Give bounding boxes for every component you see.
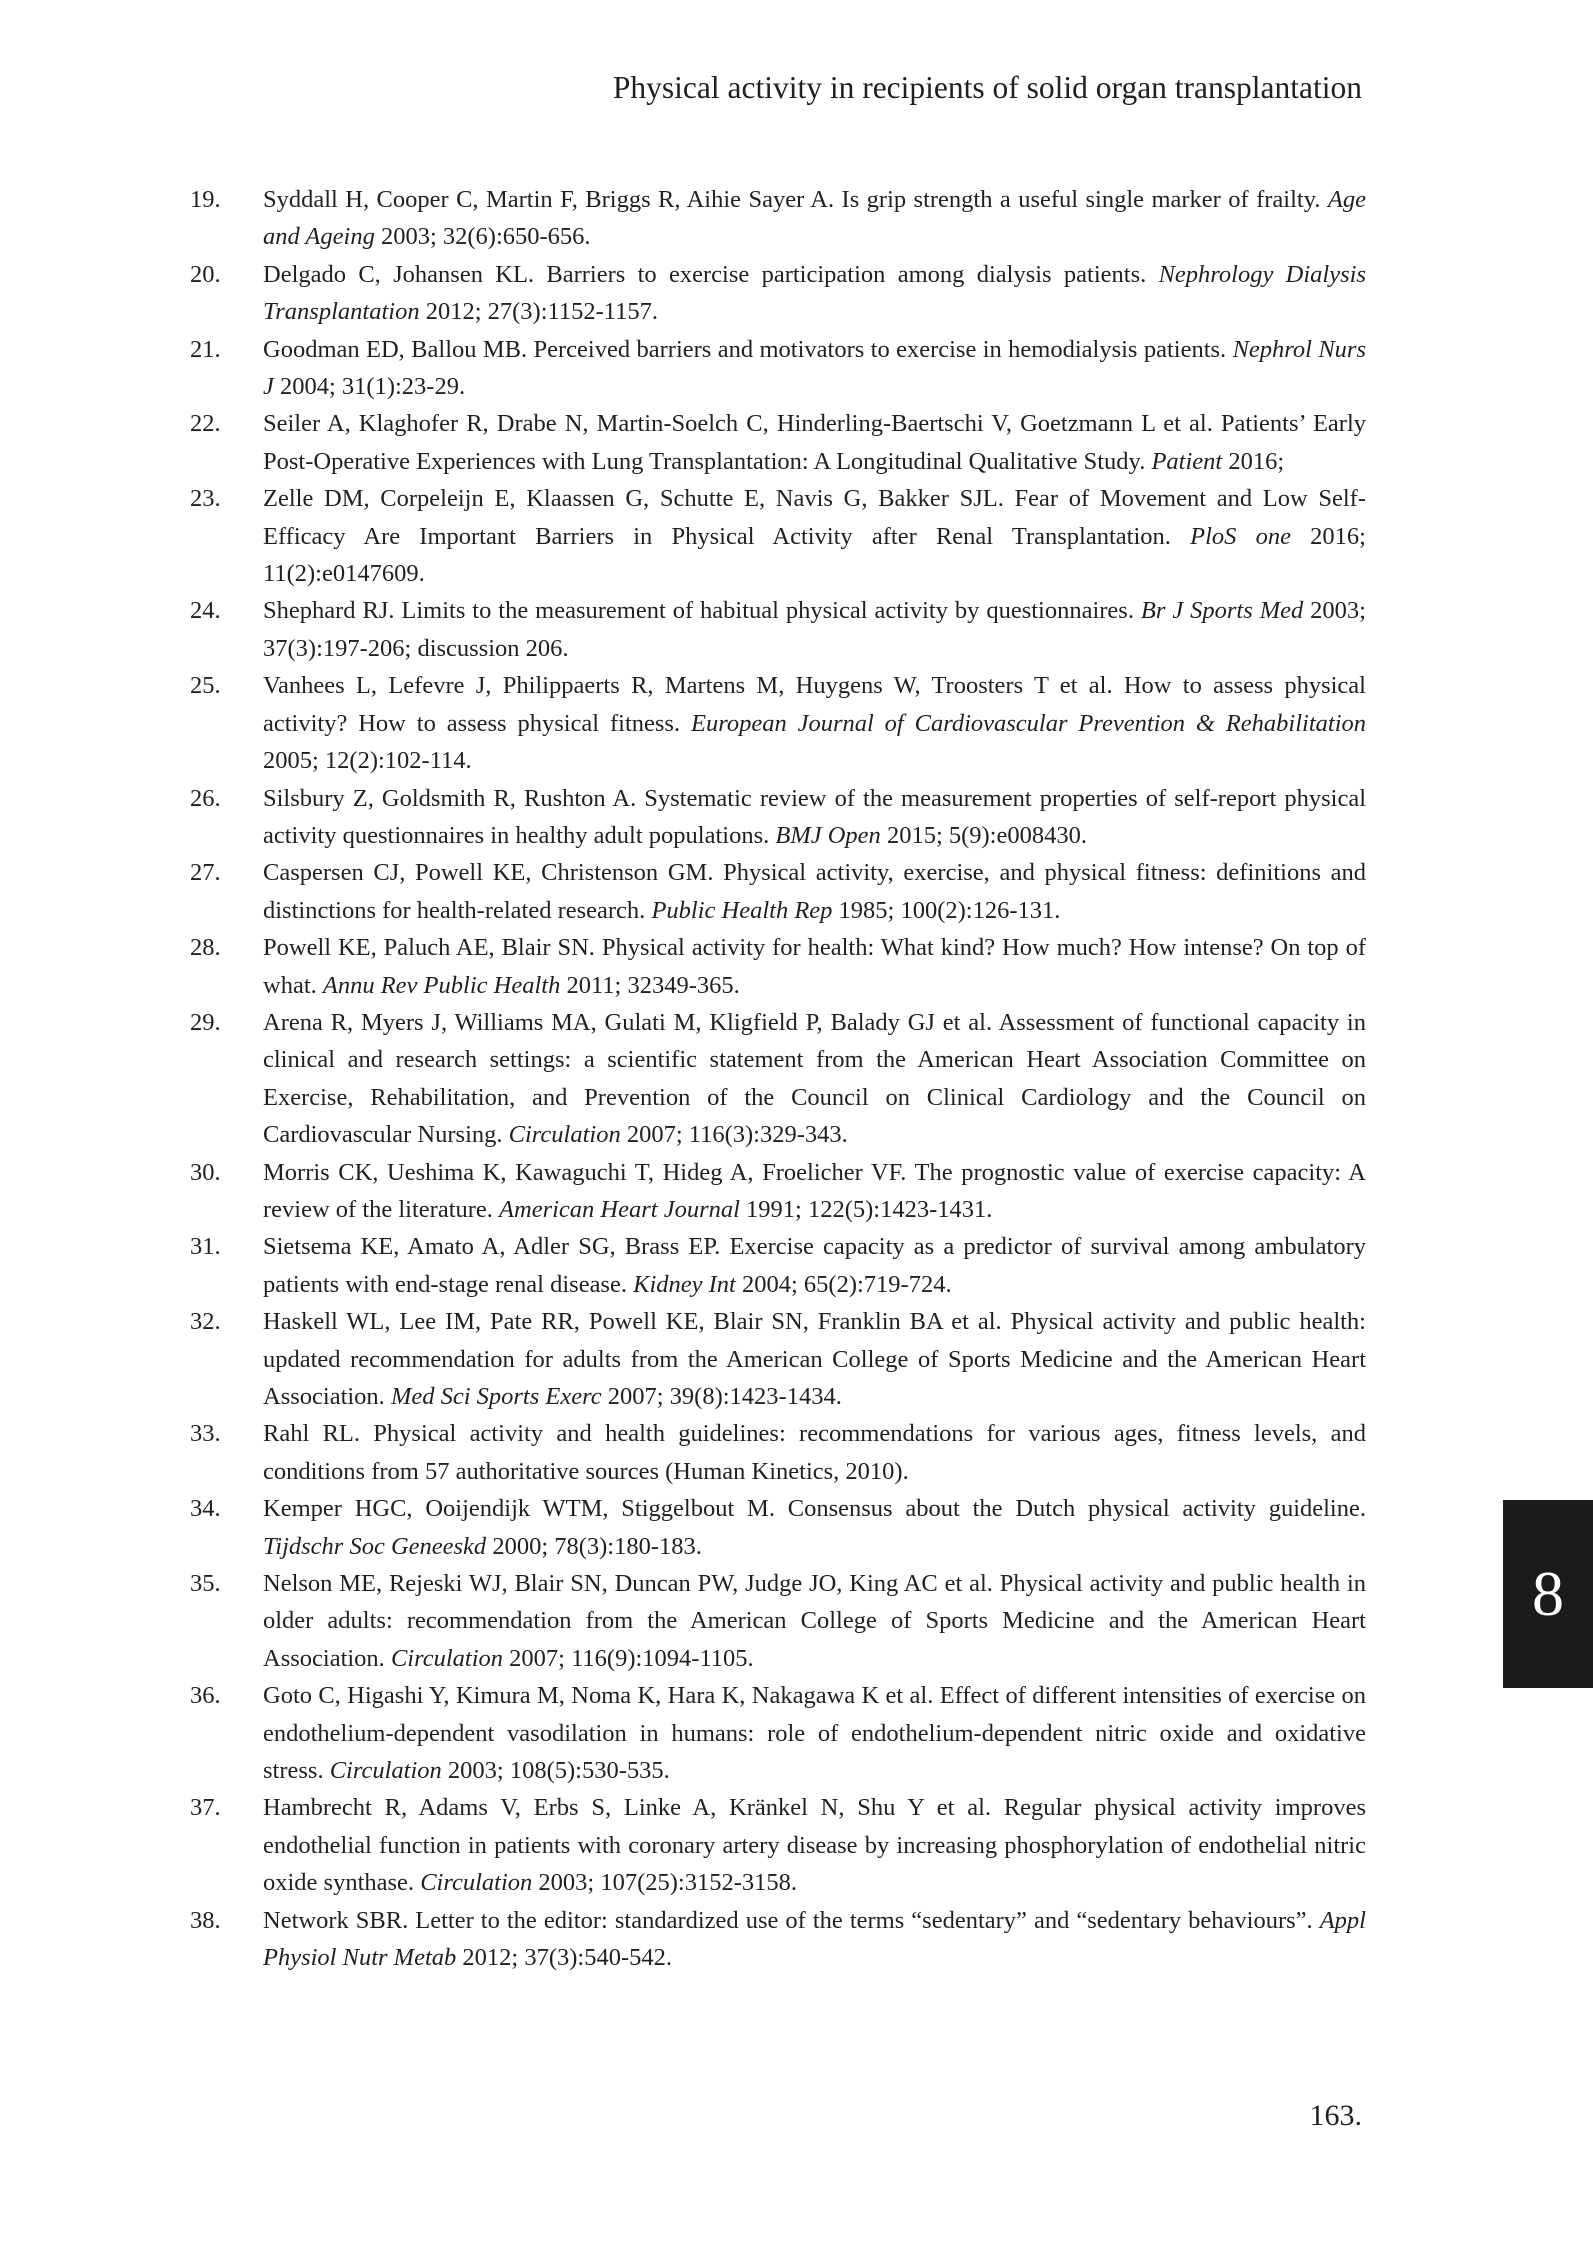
reference-body: Kemper HGC, Ooijendijk WTM, Stiggelbout M. Consensus about the Dutch physical activity guideline. bbox=[263, 1495, 1366, 1523]
reference-number: 38. bbox=[190, 1906, 221, 1934]
reference-text bbox=[263, 1004, 1366, 1154]
reference-body: Rahl RL. Physical activity and health guidelines: recommendations for various ages, fitness levels, and conditions from 57 authoritative sources (Human Kinetics, 2010). bbox=[263, 1420, 1366, 1485]
reference-journal: Circulation bbox=[329, 1757, 442, 1785]
chapter-tab bbox=[1503, 1500, 1593, 1688]
reference-body: Shephard RJ. Limits to the measurement of habitual physical activity by questionnaires. bbox=[263, 597, 1141, 625]
reference-number: 31. bbox=[190, 1233, 221, 1261]
reference-citation: 1991; 122(5):1423-1431. bbox=[739, 1195, 993, 1223]
reference-text bbox=[263, 1154, 1366, 1229]
reference-citation: 2004; 65(2):719-724. bbox=[735, 1270, 952, 1298]
reference-text bbox=[263, 667, 1366, 779]
reference-body: Syddall H, Cooper C, Martin F, Briggs R, Aihie Sayer A. Is grip strength a useful single marker of frailty. bbox=[263, 186, 1328, 213]
reference-body: Hambrecht R, Adams V, Erbs S, Linke A, Kränkel N, Shu Y et al. Regular physical activity improves endothelial function in patients with coronary artery disease by increasing phosphorylation of endothelial nitric oxide synthase. bbox=[263, 1794, 1366, 1897]
reference-item bbox=[190, 480, 1366, 592]
reference-item bbox=[190, 1303, 1366, 1415]
reference-item bbox=[190, 1415, 1366, 1490]
reference-journal: BMJ Open bbox=[775, 821, 881, 849]
reference-number: 27. bbox=[190, 859, 221, 887]
reference-text bbox=[263, 256, 1366, 331]
reference-body: Network SBR. Letter to the editor: standardized use of the terms “sedentary” and “sedentary behaviours”. bbox=[263, 1906, 1320, 1934]
reference-body: Powell KE, Paluch AE, Blair SN. Physical activity for health: What kind? How much? How intense? On top of what. bbox=[263, 934, 1366, 999]
reference-body: Goodman ED, Ballou MB. Perceived barriers and motivators to exercise in hemodialysis patients. bbox=[263, 335, 1233, 363]
reference-item bbox=[190, 181, 1366, 256]
reference-citation: 2003; 108(5):530-535. bbox=[441, 1757, 670, 1785]
reference-journal: Kidney Int bbox=[633, 1270, 736, 1298]
running-header: Physical activity in recipients of solid organ transplantation bbox=[612, 70, 1362, 105]
reference-citation: 2003; 32(6):650-656. bbox=[374, 223, 591, 251]
reference-item bbox=[190, 1228, 1366, 1303]
reference-citation: 2003; 37(3):197-206; discussion 206. bbox=[263, 597, 1366, 662]
page-number: 163. bbox=[1309, 2099, 1362, 2132]
reference-text bbox=[263, 405, 1366, 480]
reference-citation: 2000; 78(3):180-183. bbox=[486, 1532, 702, 1560]
reference-journal: Nephrol Nurs J bbox=[263, 335, 1367, 401]
reference-body: Arena R, Myers J, Williams MA, Gulati M, Kligfield P, Balady GJ et al. Assessment of functional capacity in clinical and research settings: a scientific statement from the American Heart Association Committee on Exercise, Rehabilitation, and Prevention of the Council on Clinical Cardiology and the Council on Cardiovascular Nursing. bbox=[263, 1008, 1366, 1149]
reference-body: Delgado C, Johansen KL. Barriers to exercise participation among dialysis patients. bbox=[263, 260, 1159, 288]
reference-item bbox=[190, 405, 1366, 480]
chapter-number: 8 bbox=[1532, 1558, 1564, 1629]
reference-item bbox=[190, 667, 1366, 779]
reference-journal: Tijdschr Soc Geneeskd bbox=[263, 1532, 487, 1560]
reference-citation: 2007; 39(8):1423-1434. bbox=[601, 1383, 842, 1410]
reference-journal: Nephrology Dialysis Transplantation bbox=[263, 260, 1366, 326]
reference-citation: 2016; bbox=[1222, 447, 1285, 475]
reference-body: Caspersen CJ, Powell KE, Christenson GM. Physical activity, exercise, and physical fitness: definitions and distinctions for health-related research. bbox=[263, 859, 1366, 924]
reference-text bbox=[263, 1565, 1366, 1677]
reference-citation: 2012; 27(3):1152-1157. bbox=[419, 298, 658, 326]
reference-text bbox=[263, 780, 1366, 855]
reference-text bbox=[263, 592, 1366, 667]
reference-body: Morris CK, Ueshima K, Kawaguchi T, Hideg A, Froelicher VF. The prognostic value of exercise capacity: A review of the literature. bbox=[263, 1158, 1366, 1223]
reference-citation: 2011; 32349-365. bbox=[560, 971, 740, 999]
reference-text bbox=[263, 1677, 1366, 1789]
reference-citation: 2007; 116(3):329-343. bbox=[620, 1121, 848, 1149]
reference-journal: Patient bbox=[1151, 447, 1223, 475]
reference-item bbox=[190, 256, 1366, 331]
reference-item bbox=[190, 1004, 1366, 1154]
reference-journal: Med Sci Sports Exerc bbox=[390, 1383, 602, 1410]
reference-number: 37. bbox=[190, 1794, 221, 1822]
reference-number: 36. bbox=[190, 1682, 221, 1710]
reference-journal: Circulation bbox=[390, 1644, 504, 1672]
reference-body: Nelson ME, Rejeski WJ, Blair SN, Duncan PW, Judge JO, King AC et al. Physical activity and public health in older adults: recommendation from the American College of Sports Medicine and the American Heart Association. bbox=[263, 1570, 1366, 1672]
reference-number: 35. bbox=[190, 1570, 221, 1598]
reference-item bbox=[190, 929, 1366, 1004]
reference-body: Goto C, Higashi Y, Kimura M, Noma K, Hara K, Nakagawa K et al. Effect of different intensities of exercise on endothelium-dependent vasodilation in humans: role of endothelium-dependent nitric oxide and oxidative stress. bbox=[263, 1682, 1366, 1785]
reference-number: 20. bbox=[190, 260, 221, 288]
reference-journal: American Heart Journal bbox=[499, 1195, 740, 1223]
reference-item bbox=[190, 780, 1366, 855]
reference-item bbox=[190, 1154, 1366, 1229]
reference-item bbox=[190, 1789, 1366, 1901]
reference-number: 33. bbox=[190, 1420, 221, 1448]
reference-journal: Public Health Rep bbox=[651, 896, 833, 924]
reference-number: 19. bbox=[190, 186, 221, 213]
reference-text bbox=[263, 1789, 1366, 1901]
reference-citation: 2016; 11(2):e0147609. bbox=[263, 522, 1366, 588]
reference-journal: Annu Rev Public Health bbox=[322, 971, 561, 999]
reference-item bbox=[190, 1565, 1366, 1677]
reference-citation: 2003; 107(25):3152-3158. bbox=[532, 1869, 797, 1897]
reference-body: Vanhees L, Lefevre J, Philippaerts R, Martens M, Huygens W, Troosters T et al. How to assess physical activity? How to assess physical fitness. bbox=[263, 672, 1366, 737]
reference-number: 29. bbox=[190, 1008, 221, 1036]
reference-number: 32. bbox=[190, 1308, 221, 1336]
reference-body: Silsbury Z, Goldsmith R, Rushton A. Systematic review of the measurement properties of self-report physical activity questionnaires in healthy adult populations. bbox=[263, 784, 1366, 849]
reference-citation: 2015; 5(9):e008430. bbox=[880, 821, 1087, 849]
reference-body: Haskell WL, Lee IM, Pate RR, Powell KE, Blair SN, Franklin BA et al. Physical activity and public health: updated recommendation for adults from the American College of Sports Medicine and the American Heart Association. bbox=[263, 1308, 1366, 1410]
reference-item bbox=[190, 1677, 1366, 1789]
reference-text bbox=[263, 181, 1366, 256]
reference-text bbox=[263, 929, 1366, 1004]
reference-citation: 2005; 12(2):102-114. bbox=[263, 747, 472, 775]
reference-text bbox=[263, 1415, 1366, 1490]
reference-text bbox=[263, 480, 1366, 592]
reference-journal: PloS one bbox=[1190, 522, 1291, 550]
reference-journal: Circulation bbox=[508, 1121, 621, 1149]
reference-journal: Appl Physiol Nutr Metab bbox=[263, 1906, 1366, 1972]
reference-text bbox=[263, 1303, 1366, 1415]
reference-item bbox=[190, 854, 1366, 929]
reference-citation: 2007; 116(9):1094-1105. bbox=[503, 1644, 754, 1672]
reference-number: 21. bbox=[190, 335, 221, 363]
reference-number: 30. bbox=[190, 1158, 221, 1186]
reference-item bbox=[190, 1490, 1366, 1565]
reference-number: 28. bbox=[190, 934, 221, 962]
reference-item bbox=[190, 592, 1366, 667]
reference-citation: 1985; 100(2):126-131. bbox=[832, 896, 1061, 924]
reference-citation: 2004; 31(1):23-29. bbox=[273, 373, 466, 401]
reference-text bbox=[263, 854, 1366, 929]
reference-number: 25. bbox=[190, 672, 221, 700]
reference-body: Seiler A, Klaghofer R, Drabe N, Martin-Soelch C, Hinderling-Baertschi V, Goetzmann L et al. Patients’ Early Post-Operative Experiences with Lung Transplantation: A Longitudinal Qualitative Study. bbox=[263, 410, 1366, 475]
reference-journal: Br J Sports Med bbox=[1140, 597, 1304, 625]
reference-number: 34. bbox=[190, 1495, 221, 1523]
reference-number: 23. bbox=[190, 485, 221, 513]
reference-text bbox=[263, 1228, 1366, 1303]
reference-item bbox=[190, 1902, 1366, 1977]
reference-number: 22. bbox=[190, 410, 221, 438]
reference-list bbox=[190, 181, 1366, 1977]
reference-journal: Circulation bbox=[420, 1869, 533, 1897]
reference-number: 24. bbox=[190, 597, 221, 625]
reference-text bbox=[263, 331, 1366, 406]
reference-text bbox=[263, 1902, 1366, 1977]
reference-number: 26. bbox=[190, 784, 221, 812]
reference-item bbox=[190, 331, 1366, 406]
reference-text bbox=[263, 1490, 1366, 1565]
reference-citation: 2012; 37(3):540-542. bbox=[456, 1944, 672, 1972]
reference-body: Sietsema KE, Amato A, Adler SG, Brass EP. Exercise capacity as a predictor of survival among ambulatory patients with end-stage renal disease. bbox=[263, 1233, 1366, 1298]
reference-journal: European Journal of Cardiovascular Prevention & Rehabilitation bbox=[690, 709, 1366, 737]
reference-journal: Age and Ageing bbox=[263, 186, 1366, 251]
reference-body: Zelle DM, Corpeleijn E, Klaassen G, Schutte E, Navis G, Bakker SJL. Fear of Movement and Low Self-Efficacy Are Important Barriers in Physical Activity after Renal Transplantation. bbox=[263, 485, 1366, 550]
